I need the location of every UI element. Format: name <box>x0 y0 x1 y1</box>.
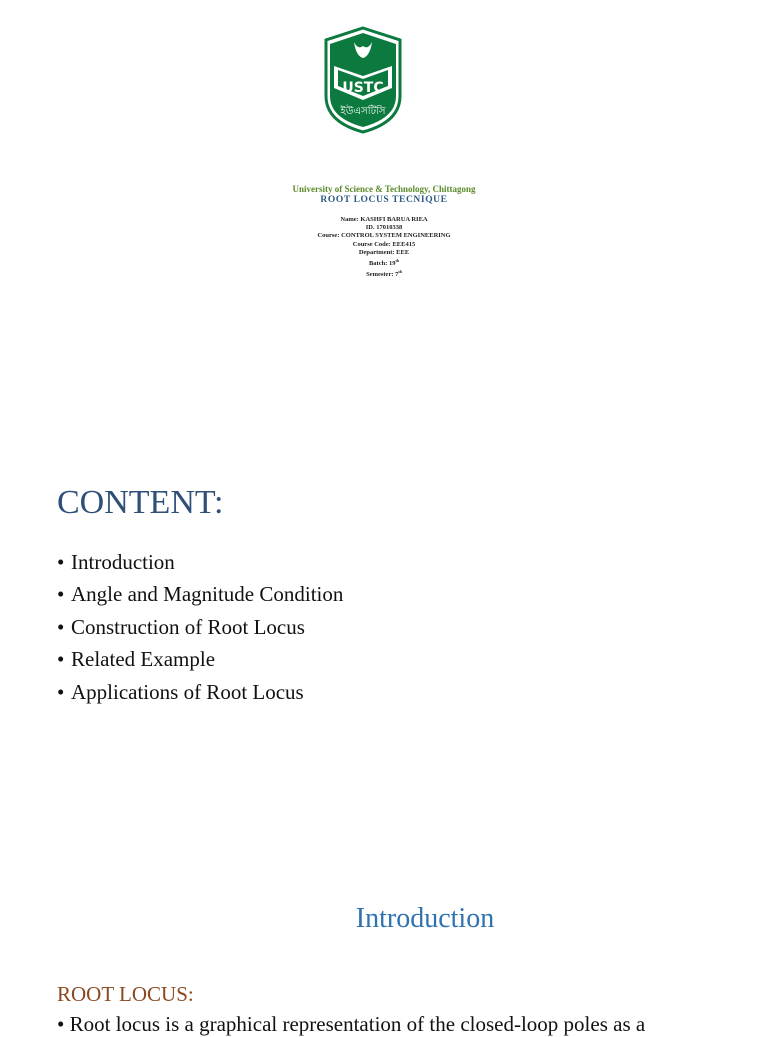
list-item: • Applications of Root Locus <box>57 679 304 704</box>
ustc-seal-icon <box>320 26 406 134</box>
introduction-text: • Root locus is a graphical representation of the closed-loop poles as a <box>57 1012 646 1036</box>
university-name: University of Science & Technology, Chittagong <box>292 184 476 194</box>
content-list <box>57 547 343 709</box>
logo-text: USTC <box>342 80 384 96</box>
list-item: • Angle and Magnitude Condition <box>57 582 344 607</box>
student-id: ID. 17010338 <box>365 224 403 232</box>
course-name: Course: CONTROL SYSTEM ENGINEERING <box>317 232 451 240</box>
introduction-heading: Introduction <box>355 903 495 934</box>
batch: Batch: 19th <box>368 258 400 268</box>
list-item: • Introduction <box>57 550 175 574</box>
ustc-logo <box>320 26 406 134</box>
list-item: • Construction of Root Locus <box>57 614 305 639</box>
document-title: ROOT LOCUS TECNIQUE <box>320 195 448 205</box>
logo-subtext: ইউএসটিসি <box>340 106 386 117</box>
root-locus-subheading: ROOT LOCUS: <box>57 982 194 1006</box>
student-name: Name: KASHFI BARUA RIEA <box>340 216 428 223</box>
course-code: Course Code: EEE415 <box>352 240 416 248</box>
student-info <box>0 216 768 280</box>
list-item: • Related Example <box>57 647 216 672</box>
semester: Semester: 7th <box>366 269 402 279</box>
content-heading: CONTENT: <box>57 484 224 521</box>
department: Department: EEE <box>358 248 410 256</box>
